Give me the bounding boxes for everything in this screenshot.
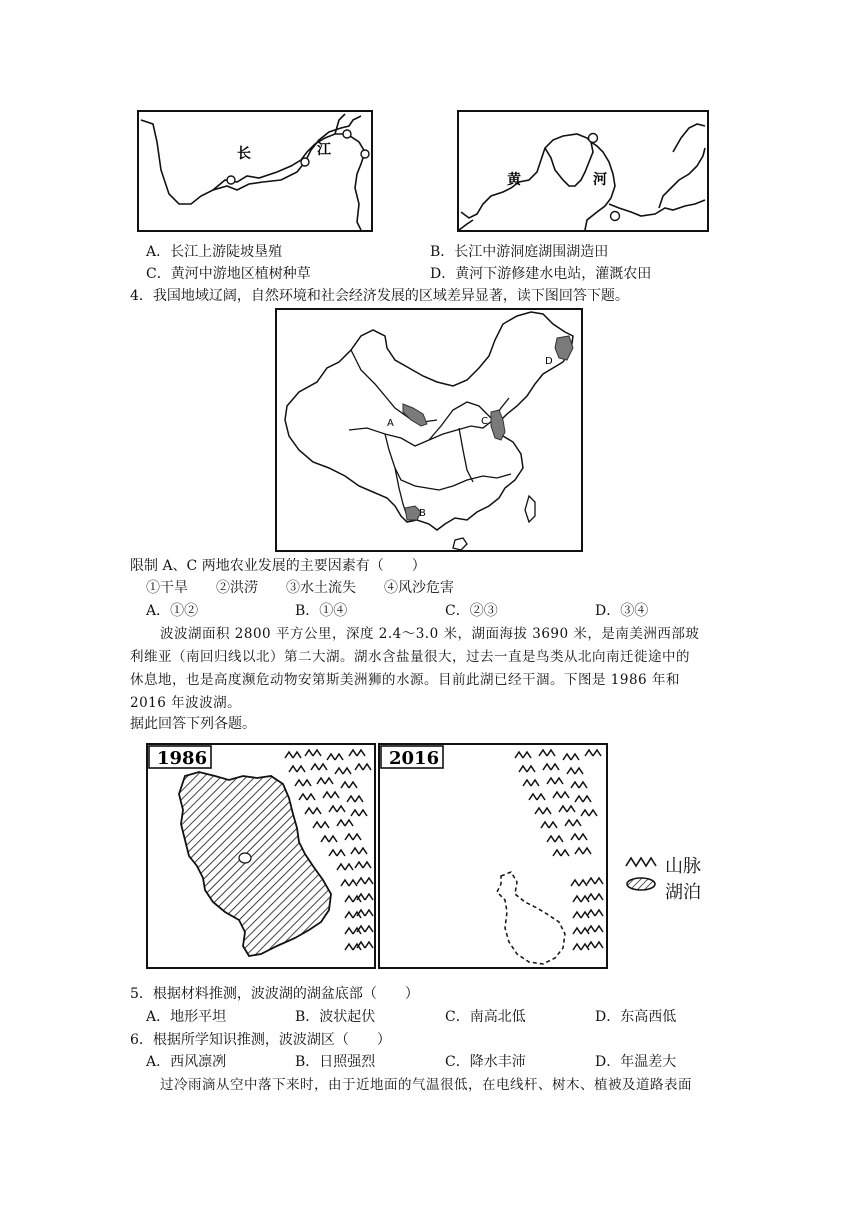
- legend-mountain-icon: [626, 858, 656, 866]
- china-label-d: D: [545, 356, 553, 367]
- year-label-2016: 2016: [389, 748, 440, 769]
- poopo-lake-maps: [145, 742, 615, 972]
- q4-option-c: C．②③: [445, 603, 498, 619]
- year-label-1986: 1986: [157, 748, 208, 769]
- q4-option-a: A．①②: [146, 603, 199, 619]
- q4-option-b: B．①④: [295, 603, 348, 619]
- q3-option-c: C．黄河中游地区植树种草: [146, 266, 311, 282]
- q5-option-c: C．南高北低: [445, 1009, 526, 1025]
- q4-sub-question: 限制 A、C 两地农业发展的主要因素有（ ）: [130, 558, 426, 574]
- q5-option-b: B．波状起伏: [295, 1009, 376, 1025]
- passage-line-4: 2016 年波波湖。: [130, 695, 242, 711]
- q4-option-d: D．③④: [595, 603, 649, 619]
- q6-option-b: B．日照强烈: [295, 1054, 376, 1070]
- passage-instruction: 据此回答下列各题。: [130, 716, 256, 732]
- china-label-b: B: [419, 508, 426, 519]
- q3-option-b: B．长江中游洞庭湖围湖造田: [430, 244, 609, 260]
- yellow-river-map: [457, 110, 709, 232]
- q4-stem: 4．我国地域辽阔，自然环境和社会经济发展的区域差异显著，读下图回答下题。: [130, 288, 629, 304]
- yellow-map-drawing: [459, 112, 707, 230]
- legend-lake-icon: [627, 878, 655, 890]
- yellow-label-2: 河: [593, 172, 607, 188]
- china-map-drawing: [277, 310, 581, 550]
- q5-option-d: D．东高西低: [595, 1009, 677, 1025]
- passage-line-1: 波波湖面积 2800 平方公里，深度 2.4～3.0 米，湖面海拔 3690 米，是南美洲西部玻: [160, 626, 700, 642]
- q5-stem: 5．根据材料推测，波波湖的湖盆底部（ ）: [130, 986, 419, 1002]
- passage-line-3: 休息地，也是高度濒危动物安第斯美洲狮的水源。目前此湖已经干涸。下图是 1986 年和: [130, 672, 680, 688]
- q6-option-c: C．降水丰沛: [445, 1054, 526, 1070]
- legend-mountain-label: 山脉: [665, 856, 701, 877]
- legend-lake-label: 湖泊: [665, 882, 701, 903]
- yellow-label-1: 黄: [507, 172, 521, 188]
- china-label-c: C: [481, 416, 488, 427]
- passage-line-2: 利维亚（南回归线以北）第二大湖。湖水含盐量很大，过去一直是鸟类从北向南迁徙途中的: [130, 649, 690, 665]
- q6-option-d: D．年温差大: [595, 1054, 677, 1070]
- china-map: [275, 308, 583, 552]
- legend-symbols: [625, 852, 659, 892]
- q6-option-a: A．西风凛冽: [146, 1054, 227, 1070]
- yangtze-label-1: 长: [237, 146, 251, 162]
- q6-stem: 6．根据所学知识推测，波波湖区（ ）: [130, 1032, 391, 1048]
- yangtze-river-map: [137, 110, 373, 232]
- yangtze-map-drawing: [139, 112, 371, 230]
- q3-option-d: D．黄河下游修建水电站，灌溉农田: [430, 266, 652, 282]
- china-label-a: A: [387, 418, 394, 429]
- q3-option-a: A．长江上游陡坡垦殖: [146, 244, 283, 260]
- q7-intro: 过冷雨滴从空中落下来时，由于近地面的气温很低，在电线杆、树木、植被及道路表面: [160, 1077, 692, 1093]
- q5-option-a: A．地形平坦: [146, 1009, 227, 1025]
- yangtze-label-2: 江: [317, 142, 331, 158]
- q4-factors: ①干旱 ②洪涝 ③水土流失 ④风沙危害: [146, 580, 454, 596]
